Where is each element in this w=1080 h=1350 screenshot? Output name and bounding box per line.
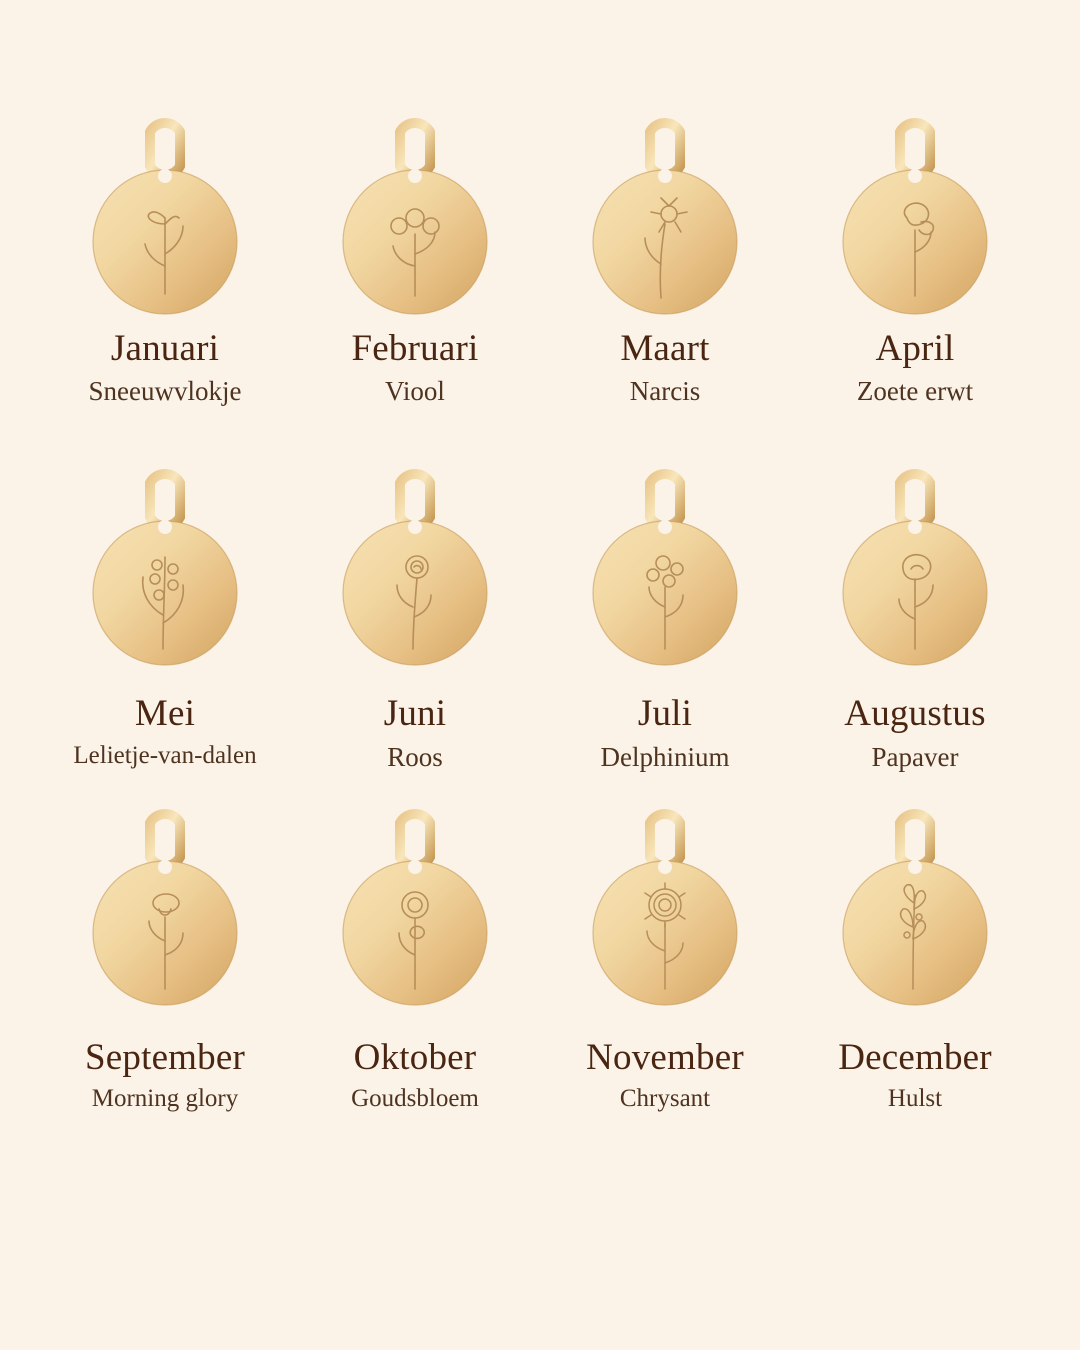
bail-icon (900, 814, 930, 866)
flower-label: Papaver (871, 741, 959, 772)
month-label: Januari (110, 328, 220, 369)
charm-labels (89, 328, 242, 408)
flower-label: Goudsbloem (351, 1085, 479, 1113)
charm-labels (351, 1037, 479, 1114)
charm-pendant[interactable] (315, 805, 515, 1013)
charm-labels (844, 693, 985, 773)
charm-pendant[interactable] (815, 465, 1015, 673)
month-label: April (875, 328, 955, 369)
charm-card-februari[interactable] (290, 96, 540, 435)
flower-label: Roos (387, 741, 443, 772)
charm-labels (857, 328, 973, 408)
charm-labels (601, 693, 730, 773)
charm-pendant[interactable] (315, 465, 515, 673)
flower-label: Delphinium (600, 741, 730, 772)
charm-pendant[interactable] (65, 465, 265, 673)
charm-labels (838, 1037, 992, 1114)
bail-icon (400, 814, 430, 866)
month-label: Oktober (353, 1036, 477, 1078)
charm-card-juli[interactable] (540, 435, 790, 774)
charm-card-mei[interactable] (40, 435, 290, 774)
charm-pendant[interactable] (65, 805, 265, 1013)
flower-label: Narcis (629, 376, 701, 407)
month-label: November (586, 1036, 744, 1078)
charm-pendant[interactable] (815, 114, 1015, 322)
charm-labels (586, 1037, 744, 1114)
flower-label: Morning glory (91, 1085, 239, 1113)
charm-pendant[interactable] (65, 114, 265, 322)
charm-pendant[interactable] (565, 805, 765, 1013)
charm-labels (384, 693, 446, 773)
flower-label: Lelietje-van-dalen (73, 741, 257, 769)
bail-icon (650, 123, 680, 175)
charm-pendant[interactable] (815, 805, 1015, 1013)
bail-icon (150, 123, 180, 175)
charm-labels (620, 328, 709, 408)
month-label: Februari (351, 328, 479, 369)
bail-icon (900, 123, 930, 175)
charm-card-december[interactable] (790, 775, 1040, 1114)
flower-label: Zoete erwt (856, 376, 974, 407)
flower-label: Viool (385, 376, 445, 407)
flower-label: Hulst (887, 1085, 943, 1113)
charm-labels (85, 1037, 245, 1114)
bail-icon (150, 474, 180, 526)
charm-labels (73, 693, 256, 770)
month-label: Mei (134, 693, 196, 735)
charm-card-september[interactable] (40, 775, 290, 1114)
charm-grid (40, 96, 1040, 1114)
bail-icon (650, 474, 680, 526)
flower-label: Chrysant (619, 1085, 711, 1113)
charm-card-juni[interactable] (290, 435, 540, 774)
charm-card-maart[interactable] (540, 96, 790, 435)
charm-pendant[interactable] (565, 114, 765, 322)
month-label: Maart (620, 328, 710, 369)
charm-labels (352, 328, 479, 408)
charm-card-januari[interactable] (40, 96, 290, 435)
month-label: Juni (383, 693, 447, 735)
charm-card-november[interactable] (540, 775, 790, 1114)
bail-icon (900, 474, 930, 526)
month-label: December (838, 1036, 992, 1078)
flower-label: Sneeuwvlokje (88, 376, 242, 407)
bail-icon (400, 123, 430, 175)
month-label: September (84, 1036, 246, 1078)
bail-icon (150, 814, 180, 866)
charm-card-augustus[interactable] (790, 435, 1040, 774)
charm-pendant[interactable] (565, 465, 765, 673)
month-label: Augustus (844, 693, 986, 735)
charm-pendant[interactable] (315, 114, 515, 322)
bail-icon (650, 814, 680, 866)
charm-card-oktober[interactable] (290, 775, 540, 1114)
charm-card-april[interactable] (790, 96, 1040, 435)
bail-icon (400, 474, 430, 526)
month-label: Juli (637, 693, 693, 735)
